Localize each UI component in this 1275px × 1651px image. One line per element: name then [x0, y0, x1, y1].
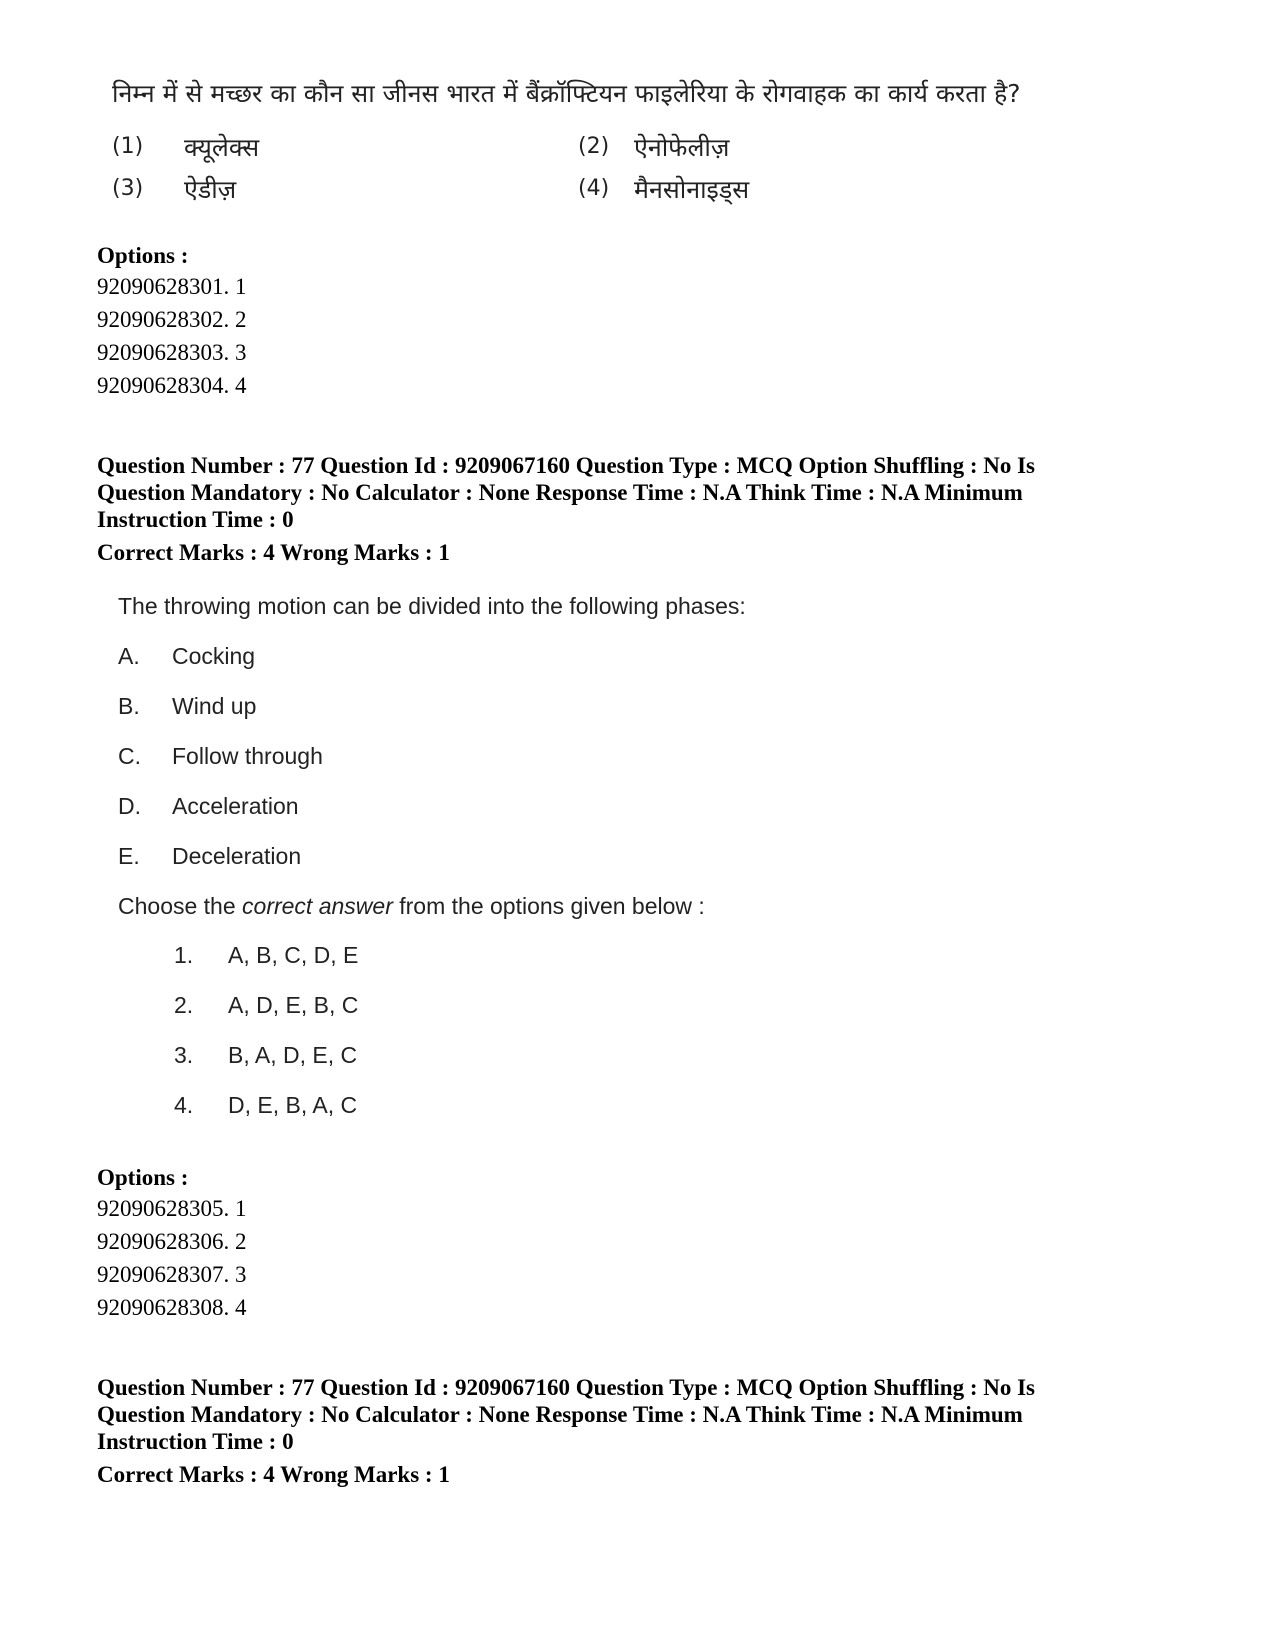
option-item: 92090628306. 2: [97, 1229, 247, 1254]
answer-number: 1.: [174, 942, 194, 968]
hindi-choice-label: ऐनोफेलीज़: [634, 133, 730, 162]
answer-number: 3.: [174, 1042, 194, 1068]
question-meta-line: Question Number : 77 Question Id : 9209067160 Question Type : MCQ Option Shuffling : No Is: [97, 453, 1036, 478]
option-item: 92090628303. 3: [97, 340, 247, 365]
question-meta-line: Question Mandatory : No Calculator : None Response Time : N.A Think Time : N.A Minimum: [97, 480, 1023, 505]
question-meta-line: Instruction Time : 0: [97, 1429, 294, 1454]
options-heading: Options :: [97, 1165, 189, 1190]
hindi-choice-label: ऐडीज़: [184, 175, 237, 204]
phase-letter: B.: [118, 693, 140, 719]
phase-item: [118, 743, 518, 771]
choose-instruction: [118, 893, 705, 920]
hindi-choice-label: क्यूलेक्स: [184, 133, 260, 162]
answer-choice: [174, 1042, 574, 1070]
hindi-question-text: निम्न में से मच्छर का कौन सा जीनस भारत में बैंक्रॉफ्टियन फाइलेरिया के रोगवाहक का कार्य करता है?: [112, 79, 1021, 108]
phase-text: Wind up: [172, 693, 257, 719]
choose-suffix: from the options given below :: [392, 893, 705, 919]
question-stem: The throwing motion can be divided into the following phases:: [118, 593, 746, 619]
phase-item: [118, 693, 518, 721]
answer-number: 2.: [174, 992, 194, 1018]
choose-emphasis: correct answer: [242, 893, 393, 919]
question-meta-line: Instruction Time : 0: [97, 507, 294, 532]
hindi-choice-number: (2): [578, 134, 610, 159]
phase-item: [118, 843, 518, 871]
phase-letter: C.: [118, 743, 141, 769]
phase-text: Cocking: [172, 643, 256, 669]
options-heading: Options :: [97, 243, 189, 268]
option-item: 92090628307. 3: [97, 1262, 247, 1287]
option-item: 92090628305. 1: [97, 1196, 247, 1221]
phase-letter: E.: [118, 843, 140, 869]
phase-letter: D.: [118, 793, 141, 819]
hindi-choice-number: (4): [578, 176, 610, 201]
answer-choice: [174, 992, 574, 1020]
phase-item: [118, 793, 518, 821]
options-list: [97, 1192, 247, 1324]
marks-line: Correct Marks : 4 Wrong Marks : 1: [97, 1462, 450, 1487]
question-meta-line: Question Mandatory : No Calculator : None Response Time : N.A Think Time : N.A Minimum: [97, 1402, 1023, 1427]
answer-choice: [174, 1092, 574, 1120]
answer-choice: [174, 942, 574, 970]
phase-letter: A.: [118, 643, 140, 669]
hindi-choice-label: मैनसोनाइड्स: [634, 175, 750, 204]
phase-text: Deceleration: [172, 843, 302, 869]
hindi-choice-number: (1): [112, 134, 144, 159]
question-meta-line: Question Number : 77 Question Id : 9209067160 Question Type : MCQ Option Shuffling : No Is: [97, 1375, 1036, 1400]
marks-line: Correct Marks : 4 Wrong Marks : 1: [97, 540, 450, 565]
answer-text: A, D, E, B, C: [228, 992, 359, 1018]
choose-prefix: Choose the: [118, 893, 243, 919]
option-item: 92090628302. 2: [97, 307, 247, 332]
answer-text: A, B, C, D, E: [228, 942, 359, 968]
option-item: 92090628301. 1: [97, 274, 247, 299]
phase-text: Acceleration: [172, 793, 299, 819]
phase-item: [118, 643, 518, 671]
option-item: 92090628304. 4: [97, 373, 247, 398]
answer-text: D, E, B, A, C: [228, 1092, 358, 1118]
hindi-choice-number: (3): [112, 176, 144, 201]
options-list: [97, 270, 247, 402]
answer-text: B, A, D, E, C: [228, 1042, 358, 1068]
phase-text: Follow through: [172, 743, 323, 769]
answer-number: 4.: [174, 1092, 194, 1118]
option-item: 92090628308. 4: [97, 1295, 247, 1320]
